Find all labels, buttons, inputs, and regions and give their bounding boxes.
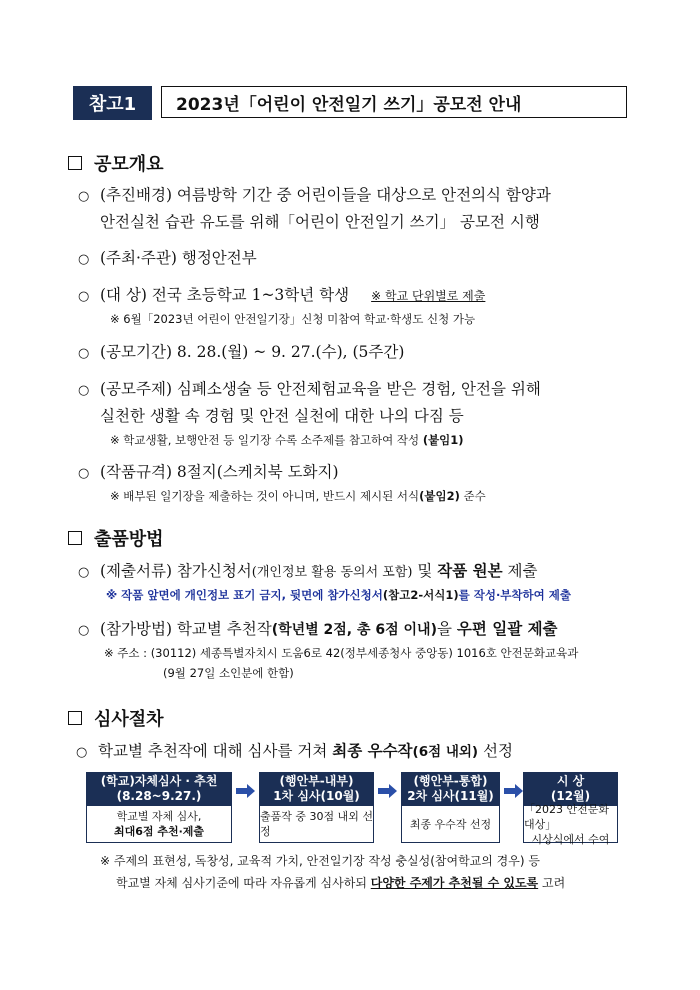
circle-bullet-icon: ○: [78, 289, 90, 304]
circle-bullet-icon: ○: [78, 466, 90, 481]
section-heading-overview: 공모개요: [68, 150, 164, 176]
arrow-right-icon: [378, 784, 398, 798]
reference-tag: 참고1: [73, 86, 152, 120]
target-note: ※ 학교 단위별로 제출: [371, 289, 486, 303]
circle-bullet-icon: ○: [78, 252, 90, 267]
arrow-right-icon: [504, 784, 524, 798]
checkbox-square-icon: [68, 156, 82, 170]
list-item-host: ○ (주최·주관) 행정안전부: [78, 245, 257, 273]
list-item-period: ○ (공모기간) 8. 28.(월) ~ 9. 27.(수), (5주간): [78, 339, 404, 367]
list-item-theme: ○ (공모주제) 심폐소생술 등 안전체험교육을 받은 경험, 안전을 위해: [78, 376, 541, 404]
circle-bullet-icon: ○: [76, 745, 88, 760]
review-criteria-note-cont: 학교별 자체 심사기준에 따라 자유롭게 심사하되 다양한 주제가 추천될 수 있도록 고려: [116, 876, 566, 890]
document-header: [73, 86, 629, 120]
review-criteria-note: ※ 주제의 표현성, 독창성, 교육적 가치, 안전일기장 작성 충실성(참여학교의 경우) 등: [100, 854, 540, 868]
list-item-background: ○ (추진배경) 여름방학 기간 중 어린이들을 대상으로 안전의식 함양과: [78, 182, 551, 210]
address-note-cont: (9월 27일 소인분에 한함): [163, 666, 294, 680]
review-step-1: (학교)자체심사 · 추천 (8.28~9.27.) 학교별 자체 심사, 최대6점 추천·제출: [86, 772, 232, 844]
list-item-method: ○ (참가방법) 학교별 추천작(학년별 2점, 총 6점 이내)을 우편 일괄 제출: [78, 615, 558, 644]
documents-note: ※ 작품 앞면에 개인정보 표기 금지, 뒷면에 참가신청서(참고2-서식1)를 작성·부착하여 제출: [106, 588, 571, 602]
format-note: ※ 배부된 일기장을 제출하는 것이 아니며, 반드시 제시된 서식(붙임2) 준수: [110, 489, 486, 503]
list-item-review: ○ 학교별 추천작에 대해 심사를 거쳐 최종 우수작(6점 내외) 선정: [76, 737, 513, 766]
list-item-background-cont: 안전실천 습관 유도를 위해「어린이 안전일기 쓰기」 공모전 시행: [100, 213, 540, 231]
list-item-format: ○ (작품규격) 8절지(스케치북 도화지): [78, 459, 339, 487]
document-title: 2023년「어린이 안전일기 쓰기」공모전 안내: [161, 86, 627, 118]
circle-bullet-icon: ○: [78, 346, 90, 361]
review-step-4: 시 상 (12월) 「2023 안전문화대상」 시상식에서 수여: [523, 772, 618, 844]
arrow-right-icon: [236, 784, 256, 798]
address-note: ※ 주소 : (30112) 세종특별자치시 도움6로 42(정부세종청사 중앙동) 1016호 안전문화교육과: [104, 646, 579, 660]
circle-bullet-icon: ○: [78, 383, 90, 398]
list-item-target: ○ (대 상) 전국 초등학교 1~3학년 학생 ※ 학교 단위별로 제출: [78, 282, 485, 310]
checkbox-square-icon: [68, 531, 82, 545]
circle-bullet-icon: ○: [78, 623, 90, 638]
review-step-2: (행안부-내부) 1차 심사(10월) 출품작 중 30점 내외 선정: [259, 772, 374, 844]
checkbox-square-icon: [68, 711, 82, 725]
section-heading-review: 심사절차: [68, 705, 164, 731]
review-step-3: (행안부-통합) 2차 심사(11월) 최종 우수작 선정: [401, 772, 500, 844]
target-subnote: ※ 6월「2023년 어린이 안전일기장」신청 미참여 학교·학생도 신청 가능: [110, 312, 476, 326]
section-heading-submission: 출품방법: [68, 525, 164, 551]
list-item-theme-cont: 실천한 생활 속 경험 및 안전 실천에 대한 나의 다짐 등: [100, 407, 464, 425]
circle-bullet-icon: ○: [78, 565, 90, 580]
list-item-documents: ○ (제출서류) 참가신청서(개인정보 활용 동의서 포함) 및 작품 원본 제출: [78, 557, 537, 586]
theme-note: ※ 학교생활, 보행안전 등 일기장 수록 소주제를 참고하여 작성 (붙임1): [110, 433, 464, 447]
circle-bullet-icon: ○: [78, 189, 90, 204]
